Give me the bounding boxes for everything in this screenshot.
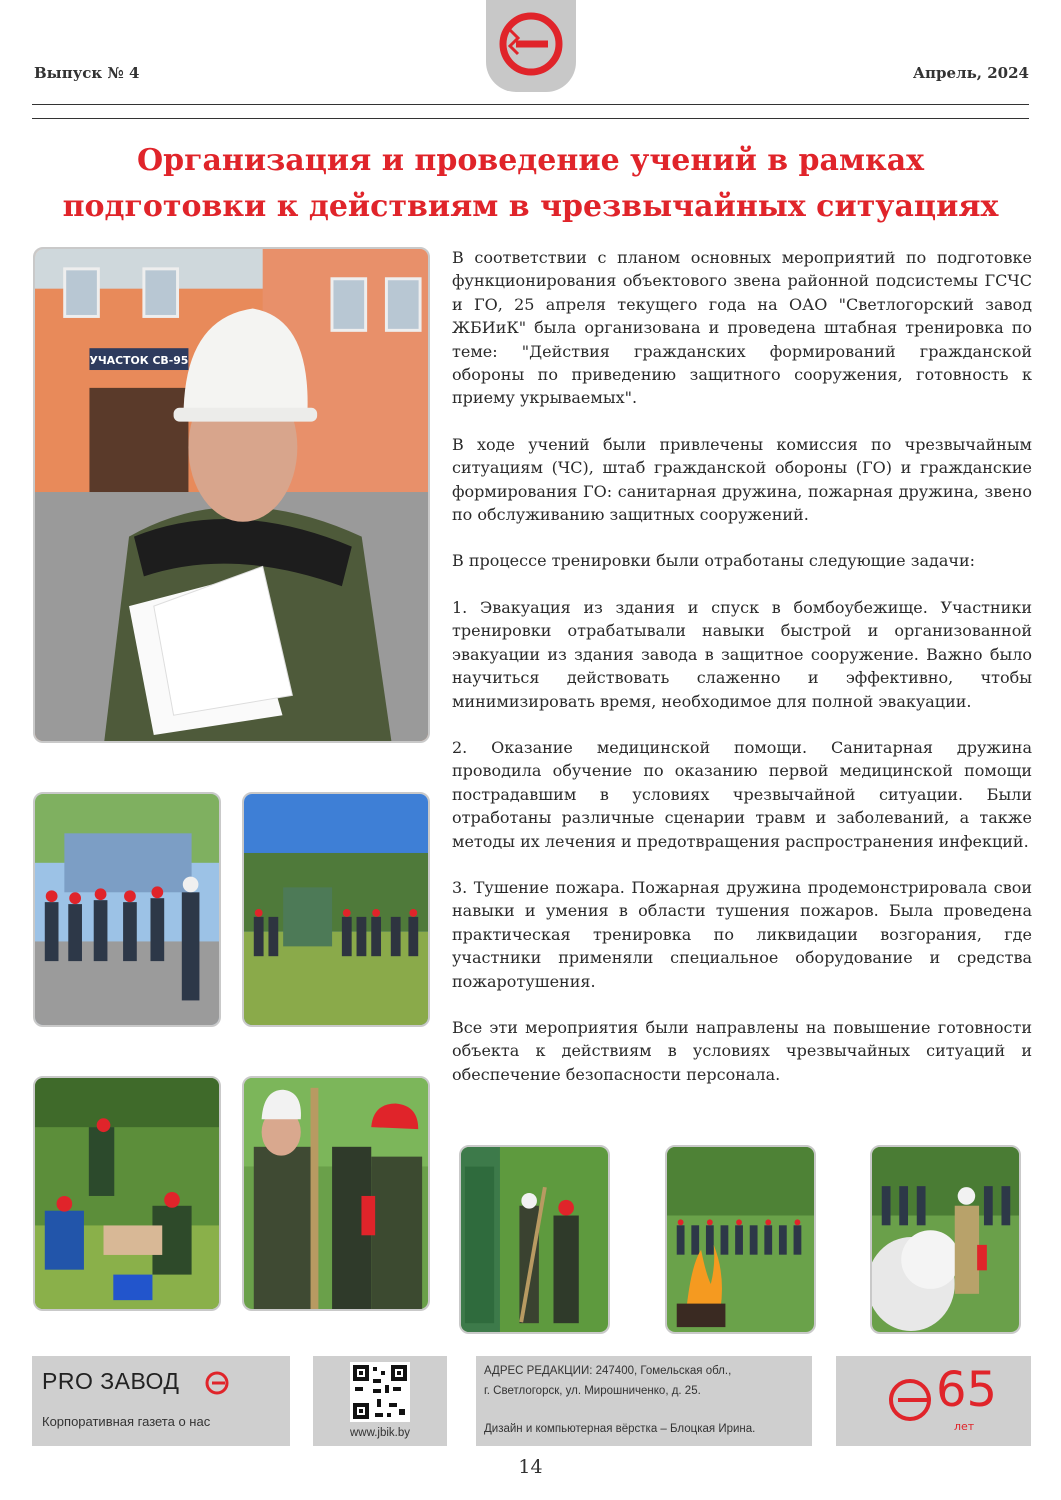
article-title-line-1: Организация и проведение учений в рамках <box>136 143 925 178</box>
footer-qr-box <box>313 1356 447 1446</box>
anniversary-number: 65 <box>936 1362 998 1418</box>
photo-extinguisher <box>870 1145 1021 1334</box>
main-photo-sign: УЧАСТОК СВ-95 <box>89 354 189 368</box>
footer-brand-box <box>32 1356 290 1446</box>
paragraph-task-evacuation: 1. Эвакуация из здания и спуск в бомбоубежище. Участники тренировки отрабатывали навыки быстрой и организованной эвакуации из здания завода в защитное сооружение. Важно было научиться действовать слаженно и эффективно, чтобы минимизировать время, необходимое для полной эвакуации. <box>452 597 1032 711</box>
paragraph-task-fire: 3. Тушение пожара. Пожарная дружина продемонстрировала свои навыки и умения в области тушения пожаров. Была проведена практическая тренировка по ликвидации возгорания, где участники применяли специальное оборудование и средства пожаротушения. <box>452 877 1032 991</box>
footer-address-box <box>476 1356 812 1446</box>
paragraph-intro: В соответствии с планом основных мероприятий по подготовке функционирования объектового звена районной подсистемы ГСЧС и ГО, 25 апреля текущего года на ОАО "Светлогорский завод ЖБИиК" была организована и проведена штабная тренировка по теме: "Действия гражданских формирований гражданской обороны по приведению защитного сооружения, готовность к приему укрываемых". <box>452 248 1032 408</box>
footer-credits: Дизайн и компьютерная вёрстка – Блоцкая Ирина. <box>484 1423 756 1435</box>
issue-number: Выпуск № 4 <box>34 64 140 82</box>
article-title-line-2: подготовки к действиям в чрезвычайных ситуациях <box>62 189 999 224</box>
anniversary-word: лет <box>954 1420 975 1433</box>
photo-firefighters <box>242 1076 430 1311</box>
footer-brand-logo-icon <box>204 1370 230 1396</box>
header-logo <box>486 0 576 92</box>
footer-website[interactable]: www.jbik.by <box>349 1427 411 1439</box>
footer-anniversary-box <box>836 1356 1031 1446</box>
footer-address-line-1: АДРЕС РЕДАКЦИИ: 247400, Гомельская обл., <box>484 1365 732 1377</box>
footer-address-line-2: г. Светлогорск, ул. Мирошниченко, д. 25. <box>484 1385 701 1397</box>
footer-brand-subtitle: Корпоративная газета о нас <box>42 1414 211 1429</box>
article-title <box>30 138 1031 230</box>
header-rule-bottom <box>32 118 1029 119</box>
photo-medical <box>33 1076 221 1311</box>
photo-group-2 <box>242 792 430 1027</box>
photo-group-1 <box>33 792 221 1027</box>
qr-code-icon[interactable] <box>350 1362 410 1422</box>
footer-brand-title: PRO ЗАВОД <box>42 1368 180 1394</box>
issue-date: Апрель, 2024 <box>912 64 1029 82</box>
paragraph-conclusion: Все эти мероприятия были направлены на повышение готовности объекта к действиям в условиях чрезвычайных ситуаций и обеспечение безопасности персонала. <box>452 1017 1032 1084</box>
paragraph-participants: В ходе учений были привлечены комиссия по чрезвычайным ситуациям (ЧС), штаб гражданской обороны (ГО) и гражданские формирования ГО: санитарная дружина, пожарная дружина, звено по обслуживанию защитных сооружений. <box>452 434 1032 525</box>
article-body <box>452 246 1032 1109</box>
main-photo <box>33 247 430 743</box>
page-number: 14 <box>518 1456 543 1478</box>
company-logo-icon <box>486 0 576 92</box>
photo-fire-demo <box>665 1145 816 1334</box>
photo-shelter-door <box>459 1145 610 1334</box>
paragraph-task-medical: 2. Оказание медицинской помощи. Санитарная дружина проводила обучение по оказанию первой медицинской помощи пострадавшим в условиях чрезвычайной ситуации. Были отработаны различные сценарии травм и заболеваний, а также методы их лечения и предотвращения распространения инфекций. <box>452 737 1032 851</box>
header-rule-top <box>32 104 1029 105</box>
paragraph-tasks-heading: В процессе тренировки были отработаны следующие задачи: <box>452 551 975 571</box>
